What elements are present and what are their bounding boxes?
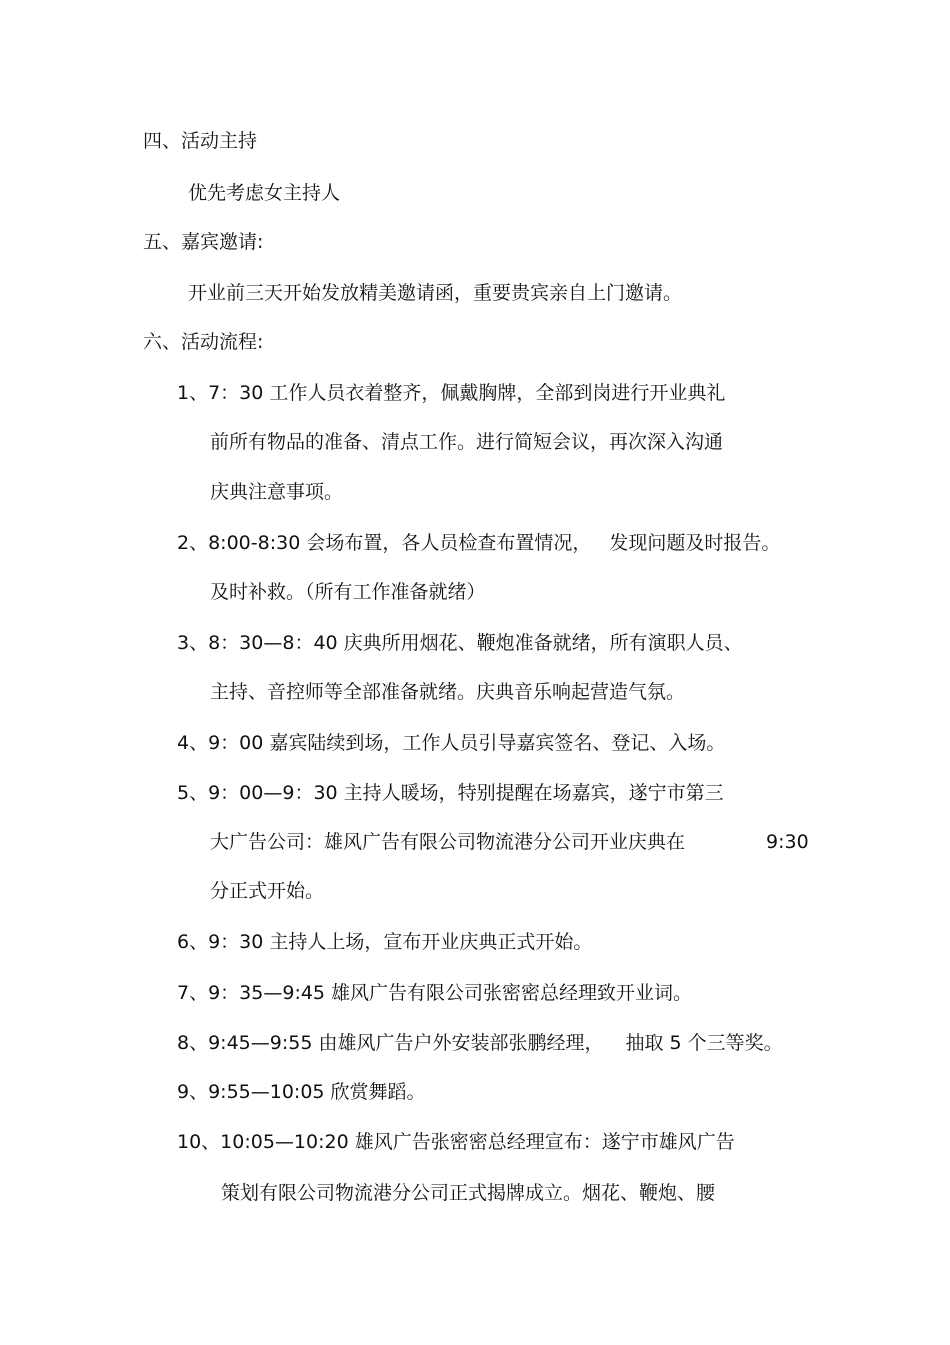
- process-item-2-line-1-part-a: 2、8:00-8:30 会场布置，各人员检查布置情况，: [177, 532, 592, 554]
- process-item-5-line-2-part-b: 9:30: [766, 831, 809, 853]
- process-item-9-line-1: 9、9:55—10:05 欣赏舞蹈。: [177, 1081, 426, 1103]
- process-item-3-line-2: 主持、音控师等全部准备就绪。庆典音乐响起营造气氛。: [210, 681, 686, 703]
- process-item-2-line-1-part-b: 发现问题及时报告。: [609, 532, 781, 554]
- process-item-1-line-1: 1、7：30 工作人员衣着整齐，佩戴胸牌，全部到岗进行开业典礼: [177, 382, 726, 404]
- section-heading-host: 四、活动主持: [143, 130, 258, 152]
- process-item-6-line-1: 6、9：30 主持人上场，宣布开业庆典正式开始。: [177, 931, 593, 953]
- process-item-1-line-3: 庆典注意事项。: [210, 481, 344, 503]
- section-text-guests: 开业前三天开始发放精美邀请函，重要贵宾亲自上门邀请。: [188, 282, 683, 304]
- process-item-7-line-1: 7、9：35—9:45 雄风广告有限公司张密密总经理致开业词。: [177, 982, 693, 1004]
- process-item-1-line-2: 前所有物品的准备、清点工作。进行简短会议，再次深入沟通: [210, 431, 724, 453]
- process-item-2-line-1: [177, 531, 780, 555]
- process-item-8-line-1-part-b: 抽取 5 个三等奖。: [625, 1032, 783, 1054]
- process-item-8-line-1: [177, 1031, 783, 1055]
- section-heading-process: 六、活动流程:: [143, 331, 264, 353]
- process-item-10-line-2: 策划有限公司物流港分公司正式揭牌成立。烟花、鞭炮、腰: [221, 1182, 716, 1204]
- process-item-8-line-1-part-a: 8、9:45—9:55 由雄风广告户外安装部张鹏经理，: [177, 1032, 604, 1054]
- section-heading-guests: 五、嘉宾邀请:: [143, 231, 264, 253]
- process-item-10-line-1: 10、10:05—10:20 雄风广告张密密总经理宣布：遂宁市雄风广告: [177, 1131, 735, 1153]
- process-item-5-line-3: 分正式开始。: [210, 880, 325, 902]
- process-item-2-line-2: 及时补救。（所有工作准备就绪）: [210, 581, 486, 603]
- process-item-5-line-1: 5、9：00—9：30 主持人暖场，特别提醒在场嘉宾，遂宁市第三: [177, 782, 724, 804]
- process-item-3-line-1: 3、8：30—8：40 庆典所用烟花、鞭炮准备就绪，所有演职人员、: [177, 632, 743, 654]
- section-text-host: 优先考虑女主持人: [188, 182, 341, 204]
- process-item-4-line-1: 4、9：00 嘉宾陆续到场，工作人员引导嘉宾签名、登记、入场。: [177, 732, 726, 754]
- process-item-5-line-2-part-a: 大广告公司：雄风广告有限公司物流港分公司开业庆典在: [210, 831, 686, 853]
